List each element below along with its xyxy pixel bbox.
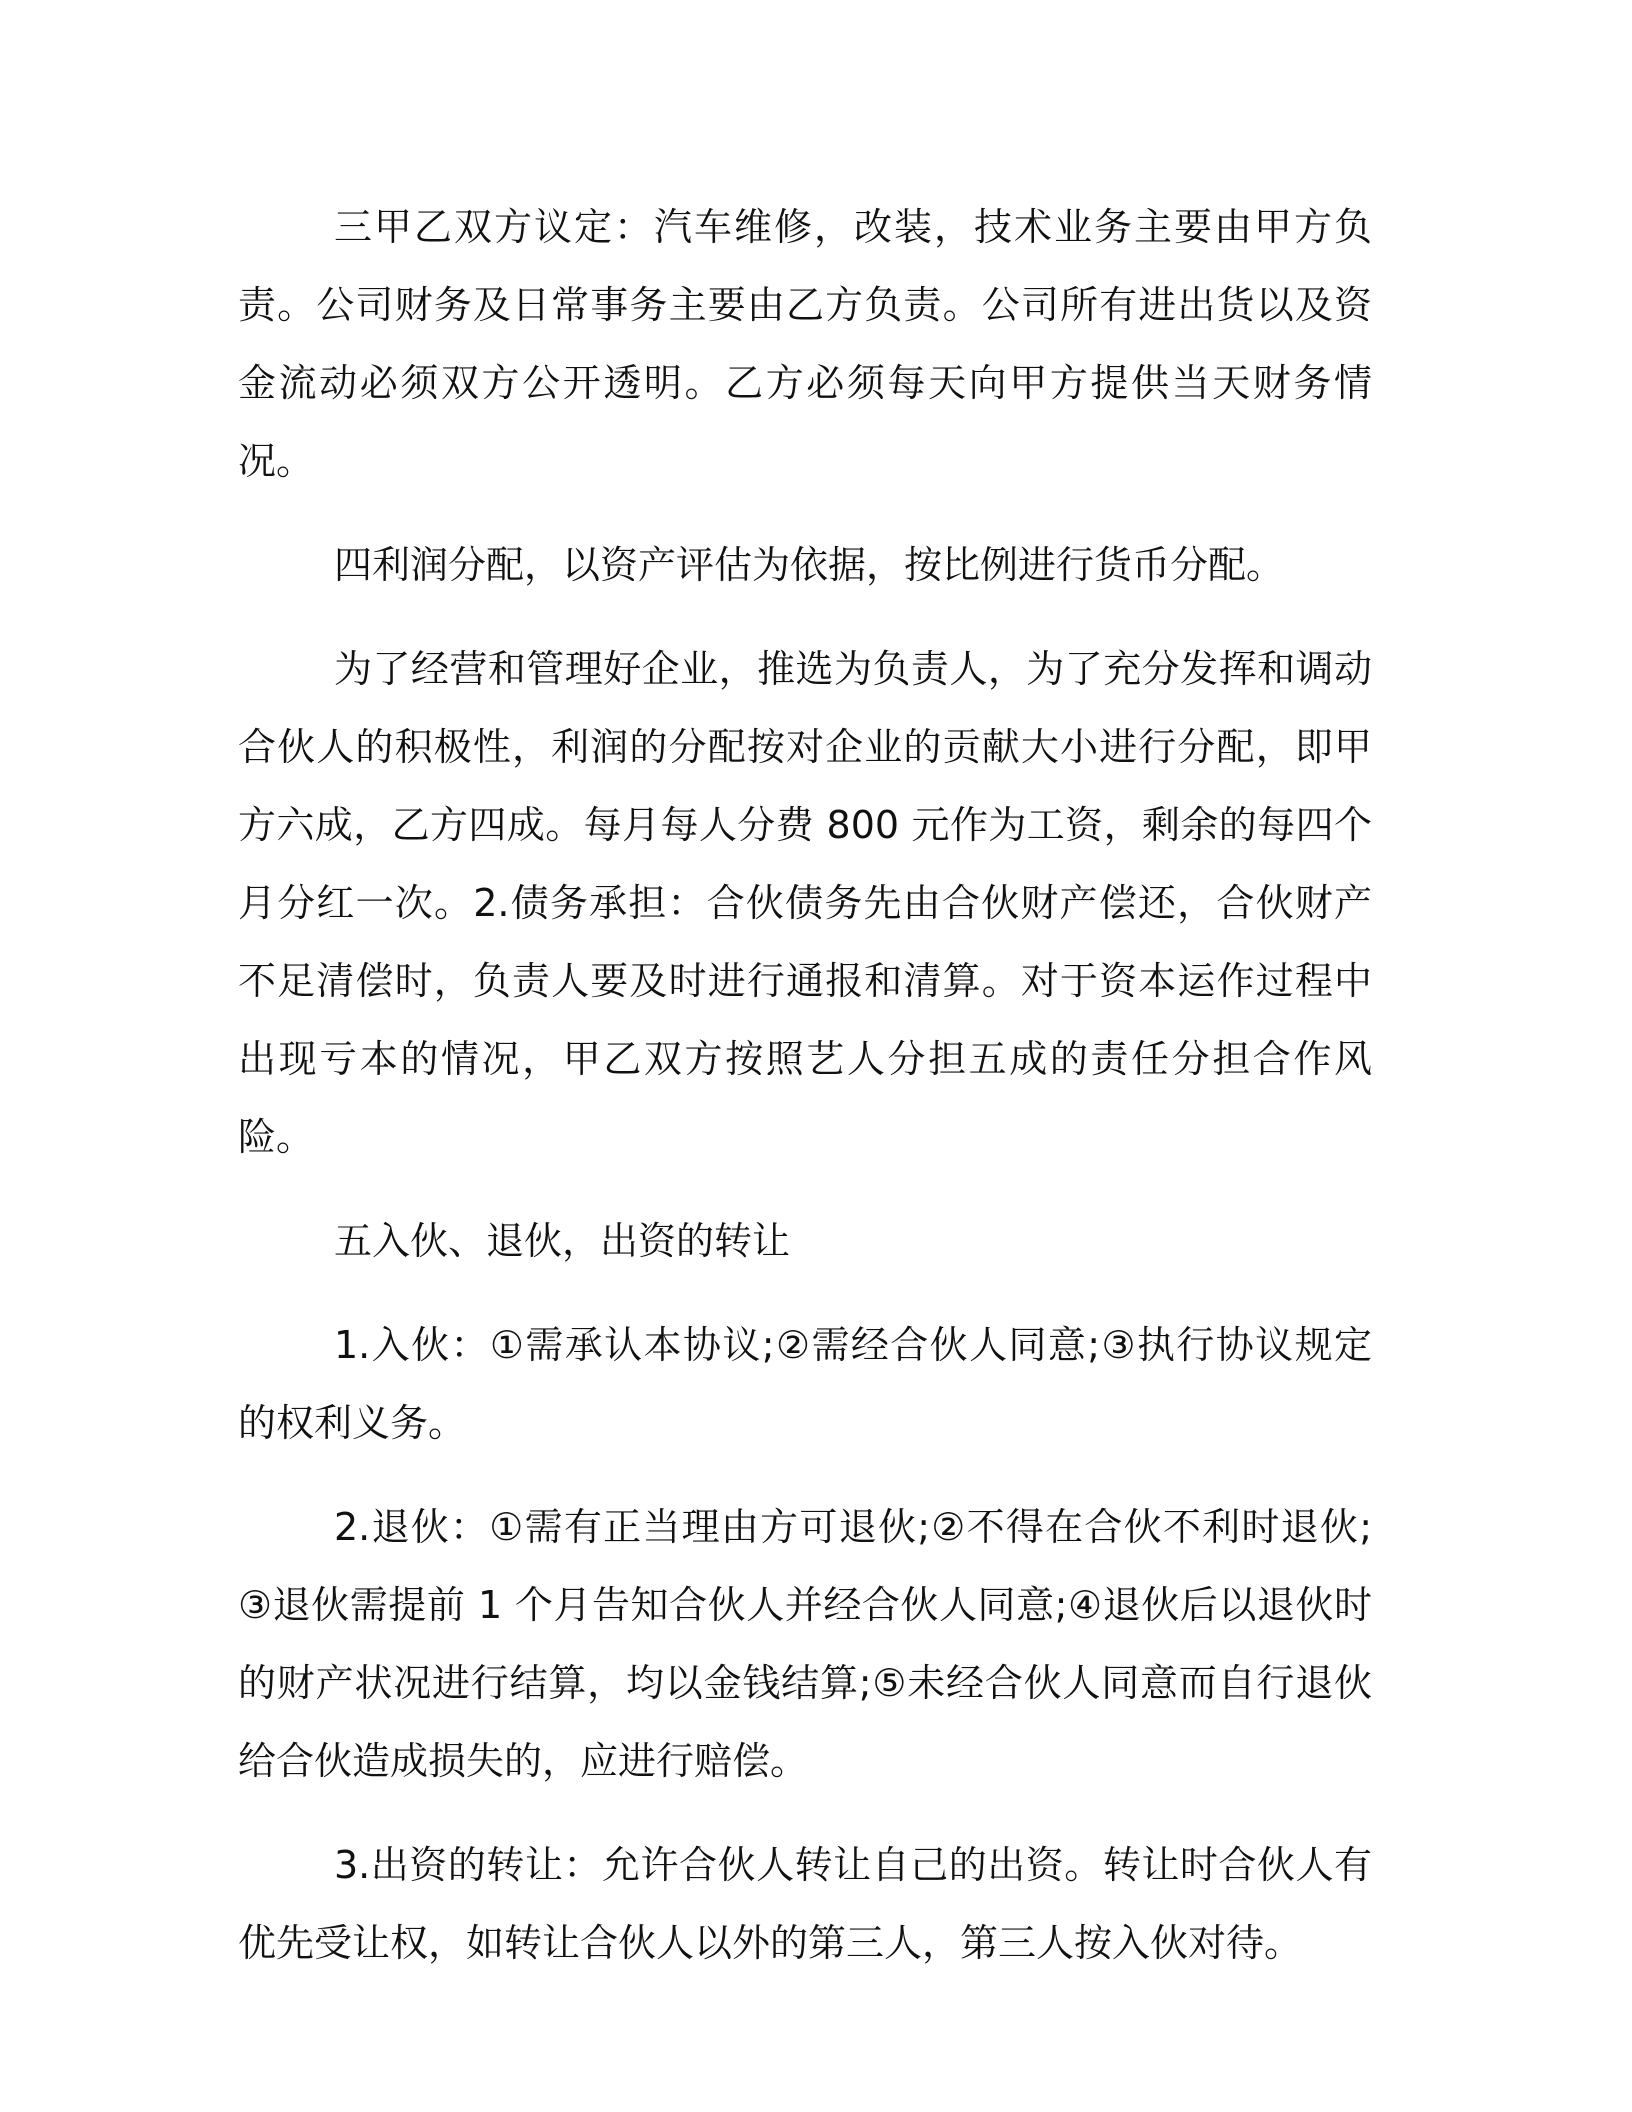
paragraph-admission-withdrawal-heading: 五入伙、退伙，出资的转让 — [334, 1219, 791, 1263]
paragraph-profit-and-debt: 为了经营和管理好企业，推选为负责人，为了充分发挥和调动合伙人的积极性，利润的分配按对企业的贡献大小进行分配，即甲方六成，乙方四成。每月每人分费 800 元作为工资，剩余的每四个月分红一次。2.债务承担：合伙债务先由合伙财产偿还，合伙财产不足清偿时，负责人要及时进行通报和清算。对于资本运作过程中出现亏本的情况，甲乙双方按照艺人分担五成的责任分担合作风险。 — [238, 647, 1372, 1159]
paragraph-division-of-duties: 三甲乙双方议定：汽车维修，改装，技术业务主要由甲方负责。公司财务及日常事务主要由乙方负责。公司所有进出货以及资金流动必须双方公开透明。乙方必须每天向甲方提供当天财务情况。 — [238, 205, 1372, 483]
paragraph-withdrawal: 2.退伙：①需有正当理由方可退伙;②不得在合伙不利时退伙;③退伙需提前 1 个月告知合伙人并经合伙人同意;④退伙后以退伙时的财产状况进行结算，均以金钱结算;⑤未经合伙人同意而自行退伙给合伙造成损失的，应进行赔偿。 — [238, 1505, 1372, 1783]
document-body — [238, 188, 1372, 1982]
paragraph-profit-distribution-heading: 四利润分配，以资产评估为依据，按比例进行货币分配。 — [334, 543, 1285, 587]
paragraph-admission: 1.入伙：①需承认本协议;②需经合伙人同意;③执行协议规定的权利义务。 — [238, 1323, 1372, 1445]
paragraph-capital-transfer: 3.出资的转让：允许合伙人转让自己的出资。转让时合伙人有优先受让权，如转让合伙人以外的第三人，第三人按入伙对待。 — [238, 1843, 1372, 1965]
